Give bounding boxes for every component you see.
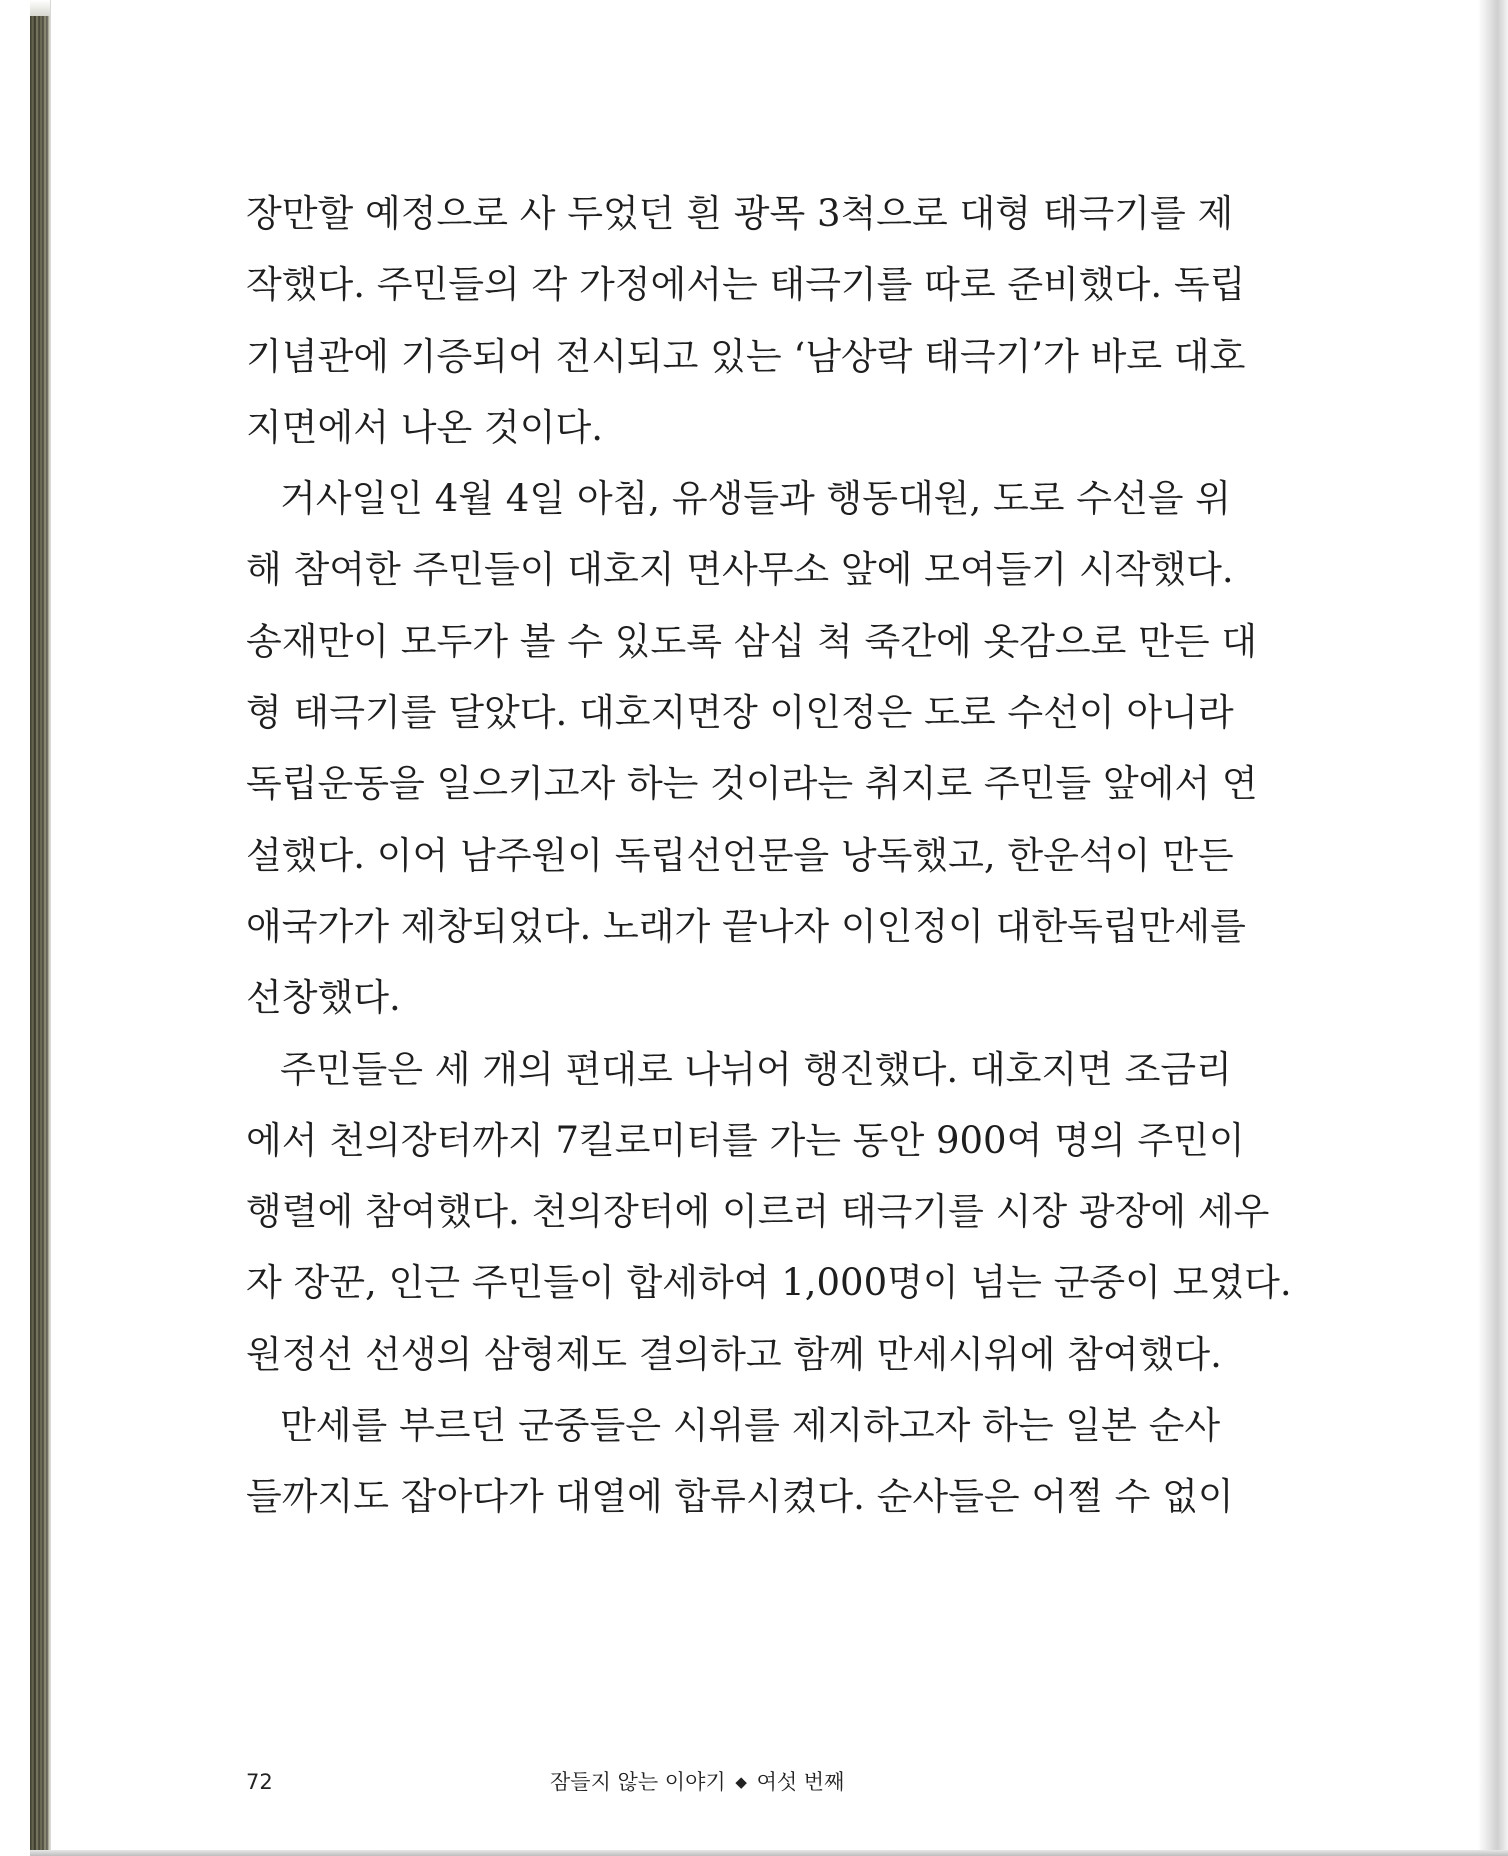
text-line: 지면에서 나온 것이다.: [246, 405, 603, 449]
text-line: 송재만이 모두가 볼 수 있도록 삼십 척 죽간에 옷감으로 만든 대: [246, 619, 1258, 663]
text-line: 애국가가 제창되었다. 노래가 끝나자 이인정이 대한독립만세를: [246, 904, 1246, 948]
volume-label: 여섯 번째: [756, 1770, 845, 1794]
diamond-separator-icon: ◆: [735, 1773, 747, 1791]
text-line: 원정선 선생의 삼형제도 결의하고 함께 만세시위에 참여했다.: [246, 1332, 1222, 1376]
text-line: 장만할 예정으로 사 두었던 흰 광목 3척으로 대형 태극기를 제: [246, 192, 1234, 235]
right-page-shadow: [1478, 0, 1508, 1856]
paragraph-start-line: 주민들은 세 개의 편대로 나뉘어 행진했다. 대호지면 조금리: [280, 1047, 1232, 1091]
text-line: 에서 천의장터까지 7킬로미터를 가는 동안 900여 명의 주민이: [246, 1118, 1245, 1162]
text-line: 선창했다.: [246, 976, 401, 1020]
running-title: [550, 1770, 845, 1794]
bottom-page-shadow: [30, 1850, 1508, 1856]
body-text: [246, 178, 1292, 1533]
paragraph-start-line: 거사일인 4월 4일 아침, 유생들과 행동대원, 도로 수선을 위: [280, 477, 1232, 521]
text-line: 형 태극기를 달았다. 대호지면장 이인정은 도로 수선이 아니라: [246, 691, 1234, 735]
stacked-page-edges: [30, 6, 52, 1852]
text-line: 독립운동을 일으키고자 하는 것이라는 취지로 주민들 앞에서 연: [246, 762, 1258, 806]
text-line: 해 참여한 주민들이 대호지 면사무소 앞에 모여들기 시작했다.: [246, 548, 1234, 592]
text-line: 설했다. 이어 남주원이 독립선언문을 낭독했고, 한운석이 만든: [246, 833, 1234, 877]
text-line: 들까지도 잡아다가 대열에 합류시켰다. 순사들은 어쩔 수 없이: [246, 1475, 1234, 1519]
book-title: 잠들지 않는 이야기: [550, 1770, 726, 1794]
text-line: 자 장꾼, 인근 주민들이 합세하여 1,000명이 넘는 군중이 모였다.: [246, 1261, 1292, 1305]
text-line: 작했다. 주민들의 각 가정에서는 태극기를 따로 준비했다. 독립: [246, 263, 1246, 307]
page-number: 72: [246, 1770, 273, 1794]
paragraph-start-line: 만세를 부르던 군중들은 시위를 제지하고자 하는 일본 순사: [280, 1404, 1221, 1448]
text-line: 기념관에 기증되어 전시되고 있는 ‘남상락 태극기’가 바로 대호: [246, 334, 1246, 378]
text-line: 행렬에 참여했다. 천의장터에 이르러 태극기를 시장 광장에 세우: [246, 1190, 1270, 1234]
